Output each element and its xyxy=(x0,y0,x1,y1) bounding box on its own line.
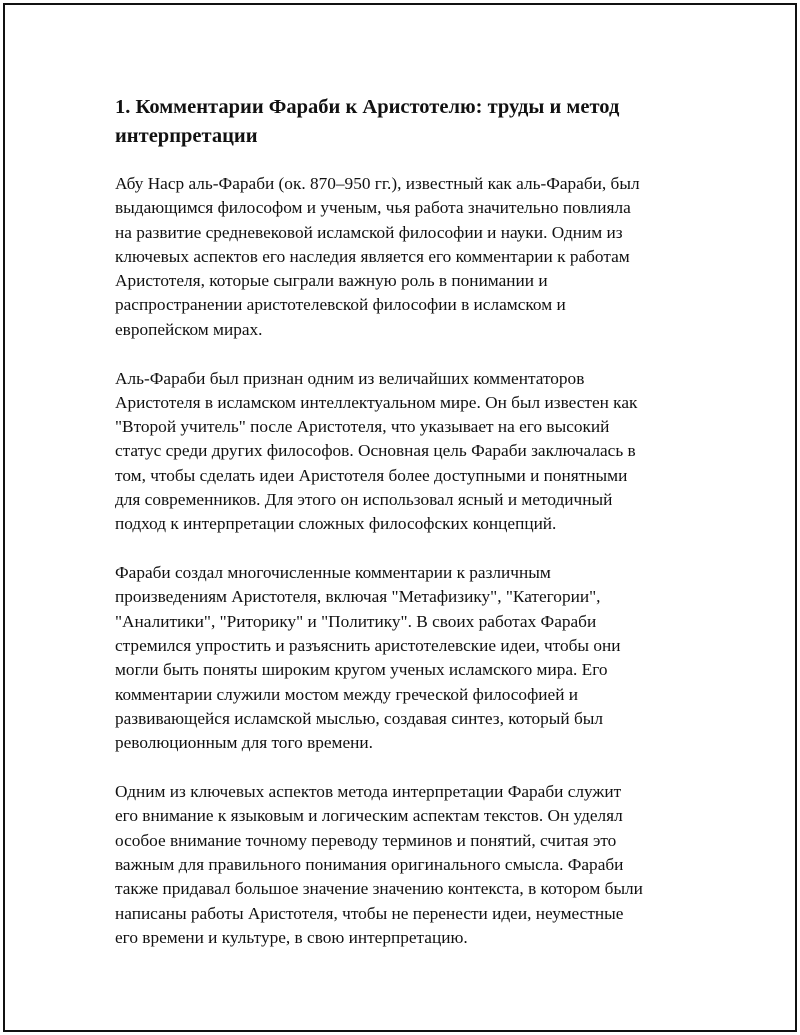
paragraph-second-teacher: Аль-Фараби был признан одним из величайших комментаторов Аристотеля в исламском интеллектуальном мире. Он был известен как "Второй учитель" после Аристотеля, что указывает на его высокий статус среди других философов. Основная цель Фараби заключалась в том, чтобы сделать идеи Аристотеля более доступными и понятными для современников. Для этого он использовал ясный и методичный подход к интерпретации сложных философских концепций. xyxy=(115,368,638,534)
document-body xyxy=(115,93,695,975)
paragraph-method: Одним из ключевых аспектов метода интерпретации Фараби служит его внимание к языковым и логическим аспектам текстов. Он уделял особое внимание точному переводу терминов и понятий, считая это важным для правильного понимания оригинального смысла. Фараби также придавал большое значение значению контекста, в котором были написаны работы Аристотеля, чтобы не перенести идеи, неуместные его времени и культуре, в свою интерпретацию. xyxy=(115,782,643,947)
paragraph-intro: Абу Наср аль-Фараби (ок. 870–950 гг.), известный как аль-Фараби, был выдающимся философом и ученым, чья работа значительно повлияла на развитие средневековой исламской философии и науки. Одним из ключевых аспектов его наследия является его комментарии к работам Аристотеля, которые сыграли важную роль в понимании и распространении аристотелевской философии в исламском и европейском мирах. xyxy=(115,174,640,339)
paragraph-commentaries: Фараби создал многочисленные комментарии к различным произведениям Аристотеля, включая "Метафизику", "Категории", "Аналитики", "Риторику" и "Политику". В своих работах Фараби стремился упростить и разъяснить аристотелевские идеи, чтобы они могли быть поняты широким кругом ученых исламского мира. Его комментарии служили мостом между греческой философией и развивающейся исламской мыслью, создавая синтез, который был революционным для того времени. xyxy=(115,563,621,753)
section-title: 1. Комментарии Фараби к Аристотелю: труды и метод интерпретации xyxy=(115,96,620,147)
